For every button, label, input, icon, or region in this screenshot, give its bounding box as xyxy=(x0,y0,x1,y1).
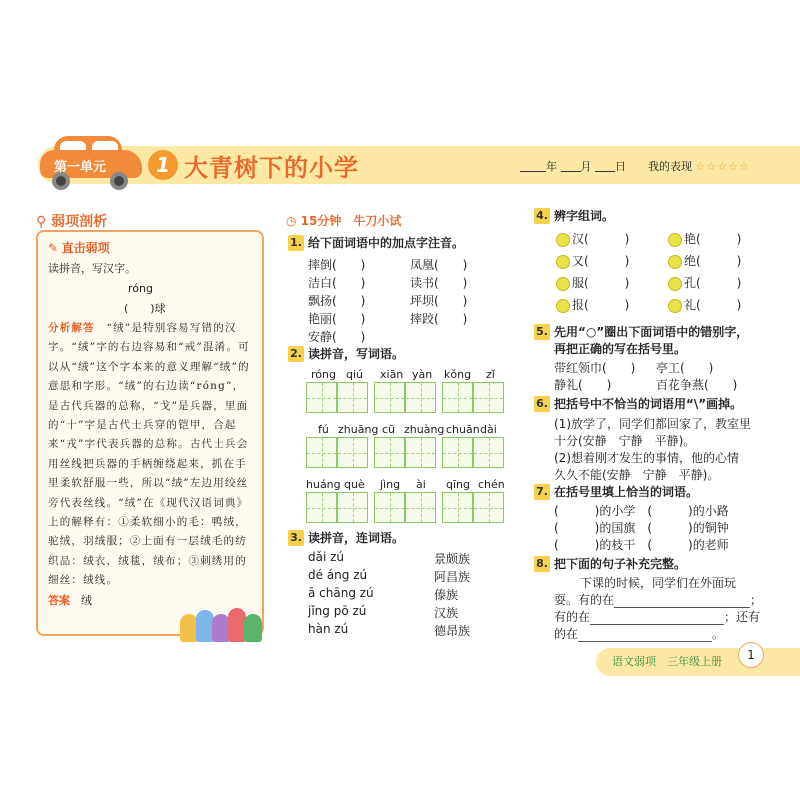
question-2: 2. 读拼音，写词语。 xyxy=(288,346,404,363)
question-6: 6. 把括号中不恰当的词语用“\”画掉。 xyxy=(534,396,742,413)
question-4: 4. 辨字组词。 xyxy=(534,208,614,225)
pear-icon xyxy=(556,299,570,313)
pear-icon xyxy=(556,233,570,247)
clock-icon: ◷ xyxy=(286,214,297,228)
date-fields: 年 月 日 xyxy=(520,158,626,174)
writing-grid-row-1[interactable] xyxy=(306,382,510,414)
timer-heading: ◷ 15分钟 牛刀小试 xyxy=(286,214,402,228)
pear-icon xyxy=(556,277,570,291)
question-5: 5. 先用“○”圈出下面词语中的错别字， 再把正确的写在括号里。 xyxy=(534,324,748,358)
footer-bar: 语文弱项 三年级上册 xyxy=(596,648,800,676)
cartoon-kids xyxy=(180,608,262,642)
search-icon: ⚲ xyxy=(36,214,47,230)
writing-grid-row-2[interactable] xyxy=(306,437,510,469)
question-7: 7. 在括号里填上恰当的词语。 xyxy=(534,484,698,501)
pear-icon xyxy=(668,255,682,269)
pencil-icon: ✎ xyxy=(48,241,59,255)
lesson-title: 大青树下的小学 xyxy=(184,153,359,182)
workbook-page: 第一单元 1 大青树下的小学 年 月 日 我的表现 ☆☆☆☆☆ ⚲ 弱项剖析 ✎ 直击弱项 读拼音，写汉字。 róng ( )球 分析解答 “绒”是特别容易写错的汉字。“绒”字的右边容易和“戒”混淆。可以从“绒”这个字本来的意义理解“绒”的意思和字形。“绒”的右边读“róng”，是古代兵器的总称，“戈”是兵器，里面的“十”字是古代士兵穿的铠甲，合起来“戎”字代表兵器的总称。古代士兵会用丝线把兵器的手柄缠绕起来，抓在手里柔软舒服一些，所以“绒”左边用绞丝旁代表丝线。“绒”在《现代汉语词典》上的解释有：①柔软细小的毛：鸭绒，驼绒，羽绒服；②上面有一层绒毛的纺织品：绒衣，绒毯，绒布；③刺绣用的细丝：绒线。 答案 绒 ◷ 15分钟 牛刀小试 1. 给下面词语中的加点字注音。 摔倒( ) 洁白( ) 飘扬( ) 艳丽( ) 安静( ) 凤凰( ) 读书( ) 坪坝( ) 摔跤( ) 2. 读拼音，写词语。 róng qiú xiān yàn kǒng zǐ fú zhuāng cū zhuàng chuān dài huáng què jìng ài qīng chén 3. 读拼音，连词语。 dǎi zú dé áng zú ā chāng zú jǐng pō zú hàn zú 景颇族 阿昌族 傣族 汉族 德昂族 4. 辨字组词。 汉( ) 又( ) 服( ) 报( ) 艳( ) 绝( ) 孔( ) 礼( ) 5. 先用“○”圈出下面词语中的错别字， 再把正确的写在括号里。 带红领巾( ) 亭工( ) 静礼( ) 百花争燕( ) 6. 把括号中不恰当的词语用“\”画掉。 (1)放学了，同学们都回家了，教室里 十分(安静 宁静 平静)。 (2)想着刚才发生的事情，他的心情 久久不能(安静 宁静 平静)。 7. 在括号里填上恰当的词语。 ( )的小学 ( )的小路 ( )的国旗 ( )的铜钟 ( )的枝干 ( )的老师 8. 把下面的句子补充完整。 下课的时候，同学们在外面玩 耍。有的在 ； 有的在 ；还有 的在 。 语文弱项 三年级上册 1 xyxy=(0,118,800,685)
writing-grid-row-3[interactable] xyxy=(306,492,510,524)
lesson-number: 1 xyxy=(148,150,178,180)
pear-icon xyxy=(668,299,682,313)
question-3: 3. 读拼音，连词语。 xyxy=(288,530,404,547)
pear-icon xyxy=(556,255,570,269)
performance-rating: 我的表现 ☆☆☆☆☆ xyxy=(648,160,750,173)
pear-icon xyxy=(668,233,682,247)
page-number: 1 xyxy=(738,642,764,668)
pear-icon xyxy=(668,277,682,291)
question-8: 8. 把下面的句子补充完整。 xyxy=(534,556,686,573)
unit-label: 第一单元 xyxy=(54,160,107,175)
answer-blank[interactable] xyxy=(578,641,712,642)
question-1: 1. 给下面词语中的加点字注音。 xyxy=(288,235,464,252)
star-rating: ☆☆☆☆☆ xyxy=(695,160,750,173)
weak-analysis-box: ✎ 直击弱项 读拼音，写汉字。 róng ( )球 分析解答 “绒”是特别容易写错的汉字。“绒”字的右边容易和“戒”混淆。可以从“绒”这个字本来的意义理解“绒”的意思和字形。“绒”的右边读“róng”，是古代兵器的总称，“戈”是兵器，里面的“十”字是古代士兵穿的铠甲，合起来“戎”字代表兵器的总称。古代士兵会用丝线把兵器的手柄缠绕起来，抓在手里柔软舒服一些，所以“绒”左边用绞丝旁代表丝线。“绒”在《现代汉语词典》上的解释有：①柔软细小的毛：鸭绒，驼绒，羽绒服；②上面有一层绒毛的纺织品：绒衣，绒毯，绒布；③刺绣用的细丝：绒线。 答案 绒 xyxy=(36,230,264,636)
unit-car-badge xyxy=(40,136,144,190)
weak-analysis-heading: ⚲ 弱项剖析 xyxy=(36,214,108,230)
